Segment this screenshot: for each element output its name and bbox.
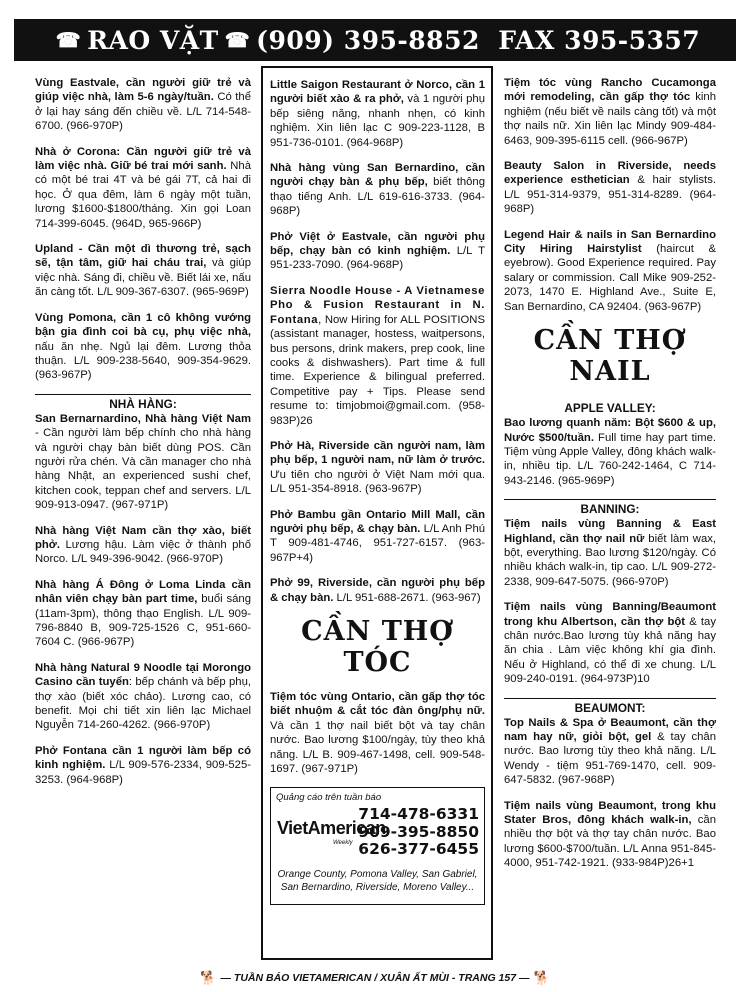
section-label-beaumont: BEAUMONT: — [504, 698, 716, 715]
header-title: RAO VẶT — [87, 25, 219, 55]
classified-ad: Nhà hàng Việt Nam cần thợ xào, biết phở. Lương hậu. Làm việc ở thành phố Norco. L/L 949-396-9042. (966-970P) — [35, 524, 251, 566]
header-phone: (909) 395-8852 — [256, 25, 480, 55]
classifieds-header — [14, 19, 736, 61]
promo-phone: 714-478-6331 — [358, 805, 479, 824]
classified-ad: Nhà ở Corona: Cần người giữ trẻ và làm việc nhà. Giữ bé trai mới sanh. Nhà có một bé trai 4T và bé gái 7T, cả hai đi học. Ở qua đêm, làm 6 ngày một tuần, lương $1600-$1800/tháng. Xin gọi Loan 714-399-6045. (964D, 965-966P) — [35, 145, 251, 230]
phone-icon: ☎ — [224, 28, 251, 52]
classified-ad: Phở 99, Riverside, cần người phụ bếp & chạy bàn. L/L 951-688-2671. (963-967) — [270, 577, 485, 604]
classified-ad: Little Saigon Restaurant ở Norco, cần 1 người biết xào & ra phở, và 1 người phụ bếp siêng năng, nhanh nhẹn, có kinh nghiệm. Xin liên lạc C 909-223-1128, B 951-736-0101. (964-968P) — [270, 79, 485, 149]
promo-caption: Quảng cáo trên tuần báo — [276, 792, 382, 804]
promo-phone: 909-395-8850 — [358, 822, 479, 841]
classified-ad: Phở Hà, Riverside cần người nam, làm phụ bếp, 1 người nam, nữ làm ở trước. Ưu tiên cho người ở Việt Nam mới qua. L/L 951-354-8918. (963-967P) — [270, 439, 485, 496]
advertise-promo-box — [270, 787, 485, 905]
header-fax: FAX 395-5357 — [498, 25, 701, 55]
vietamerican-logo-sub: Weekly — [333, 840, 353, 847]
classified-ad: Legend Hair & nails in San Bernardino City Hiring Hairstylist (haircut & eyebrow). Good Experience required. Pay salary or commission. Call Mike 909-252-2073, 1470 E. Highland Ave., Suite E, San Bernardino, CA 92404. (963-967P) — [504, 228, 716, 313]
classified-ad: Bao lương quanh năm: Bột $600 & up, Nước $500/tuần. Full time hay part time. Tiệm vùng Apple Valley, đông khách walk-in, nhiều tip. L/L 760-242-1464, C 714-943-2146. (965-969P) — [504, 417, 717, 487]
column-right — [497, 66, 722, 960]
column-middle — [261, 66, 493, 960]
phone-icon: ☎ — [55, 28, 82, 52]
classified-ad: Phở Fontana cần 1 người làm bếp có kinh nghiệm. L/L 909-576-2334, 909-525-3253. (964-968P) — [35, 744, 251, 786]
classified-ad: Tiệm nails vùng Banning & East Highland, cần thợ nail nữ biết làm wax, bột, everything. Bao lương $120/ngày. Có nhiều khách walk-in, tip cao. L/L 909-272-2338, 909-647-5075. (966-970P) — [504, 518, 717, 588]
classified-ad: Phở Bambu gần Ontario Mill Mall, cần người phụ bếp, & chạy bàn. L/L Anh Phú T 909-481-4746, 951-727-6157. (963-967P+4) — [270, 508, 486, 564]
classified-ad: Beauty Salon in Riverside, needs experience esthetician & hair stylists. L/L 951-314-9379, 951-314-8289. (964-968P) — [504, 160, 716, 216]
classified-ad: Tiệm nails vùng Banning/Beaumont trong khu Albertson, cần thợ bột & tay chân nước.Bao lương tùy khả năng hay ăn chia . Làm việc không khí gia đình. Nếu ở Highland, có thể đi xe chung. L/L 909-240-0191. (964-973P)10 — [504, 601, 716, 686]
promo-phone: 626-377-6455 — [358, 840, 479, 859]
section-label-restaurants: NHÀ HÀNG: — [35, 394, 251, 411]
classified-ad: Nhà hàng Natural 9 Noodle tại Morongo Casino cần tuyển: bếp chánh và bếp phụ, thợ xào (biết xóc chảo). Lương cao, có benefit. Mọi chi tiết xin liên lạc Michael Nguyễn 714-260-4262. (966-970P) — [35, 661, 251, 732]
promo-phones — [358, 806, 479, 859]
section-label-banning: BANNING: — [504, 499, 716, 516]
classified-ad: Tiệm tóc vùng Ontario, cần gấp thợ tóc biết nhuộm & cắt tóc đàn ông/phụ nữ. Và cần 1 thợ nail biết bột và tay chân nước. Bao lương $100/ngày, tùy theo khả năng. L/L B. 909-467-1498, cell. 909-548-1697. (967-971P) — [270, 691, 485, 776]
classified-ad: Vùng Pomona, cần 1 cô không vướng bận gia đình coi bà cụ, phụ việc nhà, nấu ăn nhẹ. Ngủ lại đêm. Lương thỏa thuận. L/L 909-238-5640, 909-354-9629. (963-967P) — [35, 311, 251, 382]
classified-ad: Top Nails & Spa ở Beaumont, cần thợ nam hay nữ, giỏi bột, gel & tay chân nước. Bao lương tùy theo khả năng. L/L Wendy - tiệm 951-769-1470, cell. 909-647-5832. (967-968P) — [504, 716, 716, 787]
promo-areas: Orange County, Pomona Valley, San Gabriel, San Bernardino, Riverside, Moreno Valley... — [277, 869, 478, 894]
dog-icon: 🐕 — [200, 970, 217, 985]
dog-icon: 🐕 — [533, 970, 550, 985]
classified-ad: Vùng Eastvale, cần người giữ trẻ và giúp việc nhà, làm 5-6 ngày/tuần. Có thể ở lại hay sáng đến chiều về. L/L 714-548-6700. (966-970P) — [35, 77, 251, 133]
classified-ad: Upland - Cần một dì thương trẻ, sạch sẽ, tận tâm, giữ hai cháu trai, và giúp việc nhà. Sáng đi, chiều về. Biết lái xe, nấu ăn càng tốt. L/L 909-367-6307. (965-969P) — [35, 243, 251, 299]
footer-text: — TUẦN BÁO VIETAMERICAN / XUÂN ẤT MÙI - TRANG 157 — — [220, 972, 530, 984]
classified-ad: Nhà hàng Á Đông ở Loma Linda cần nhân viên chạy bàn part time, buổi sáng (11am-3pm), thông thạo English. L/L 909-796-8840 B, 909-725-1526 C, 951-660-7604 C. (966-967P) — [35, 578, 251, 649]
section-label-apple-valley: APPLE VALLEY: — [564, 401, 656, 416]
classified-ad: Phở Việt ở Eastvale, cần người phụ bếp, chạy bàn có kinh nghiệm. L/L T 951-233-7090. (964-968P) — [270, 230, 485, 272]
classifieds-columns — [28, 66, 722, 966]
column-left — [28, 66, 257, 960]
classified-ad: Tiệm tóc vùng Rancho Cucamonga mới remodeling, cần gấp thợ tóc kinh nghiệm (nếu biết về nails càng tốt) và một thợ nails nữ. Xin liên lạc Mindy 909-484-6463, 909-395-6115 cell. (966-967P) — [504, 77, 716, 147]
classified-ad: Sierra Noodle House - A Vietnamese Pho & Fusion Restaurant in N. Fontana, Now Hiring for ALL POSITIONS (assistant manager, hostess, waitpersons, bus persons, drink makers, prep cook, line cooks & dishwashers). Part time & full time. Experience & bilingual preferred. Competitive pay + Tips. Please send resume to: timjobmoi@gmail.com. (958-983P)26 — [270, 284, 485, 427]
heading-nail-technicians: CẦN THỢ NAIL — [533, 325, 687, 388]
heading-hair-stylists: CẦN THỢ TÓC — [301, 616, 454, 678]
classified-ad: Tiệm nails vùng Beaumont, trong khu Stater Bros, đông khách walk-in, cần nhiều thợ bột và thợ tay chân nước. Bao lương $600-$700/tuần. L/L Anna 951-845-4000, 951-742-1921. (933-984P)26+1 — [504, 799, 716, 870]
vietamerican-logo: VietAmerican — [277, 818, 386, 839]
classified-ad: San Bernarnardino, Nhà hàng Việt Nam - Cần người làm bếp chính cho nhà hàng và người chạy bàn biết dùng POS. Cần người rửa chén. Và cần manager cho nhà hàng Nhật, an experienced sushi chef, kitchen cook, teppan chef and servers. L/L 909-913-0947. (967-971P) — [35, 412, 251, 512]
page-footer — [0, 970, 750, 986]
classified-ad: Nhà hàng vùng San Bernardino, cần người chạy bàn & phụ bếp, biết thông thạo tiếng Anh. L/L 619-616-3733. (964-968P) — [270, 162, 485, 218]
